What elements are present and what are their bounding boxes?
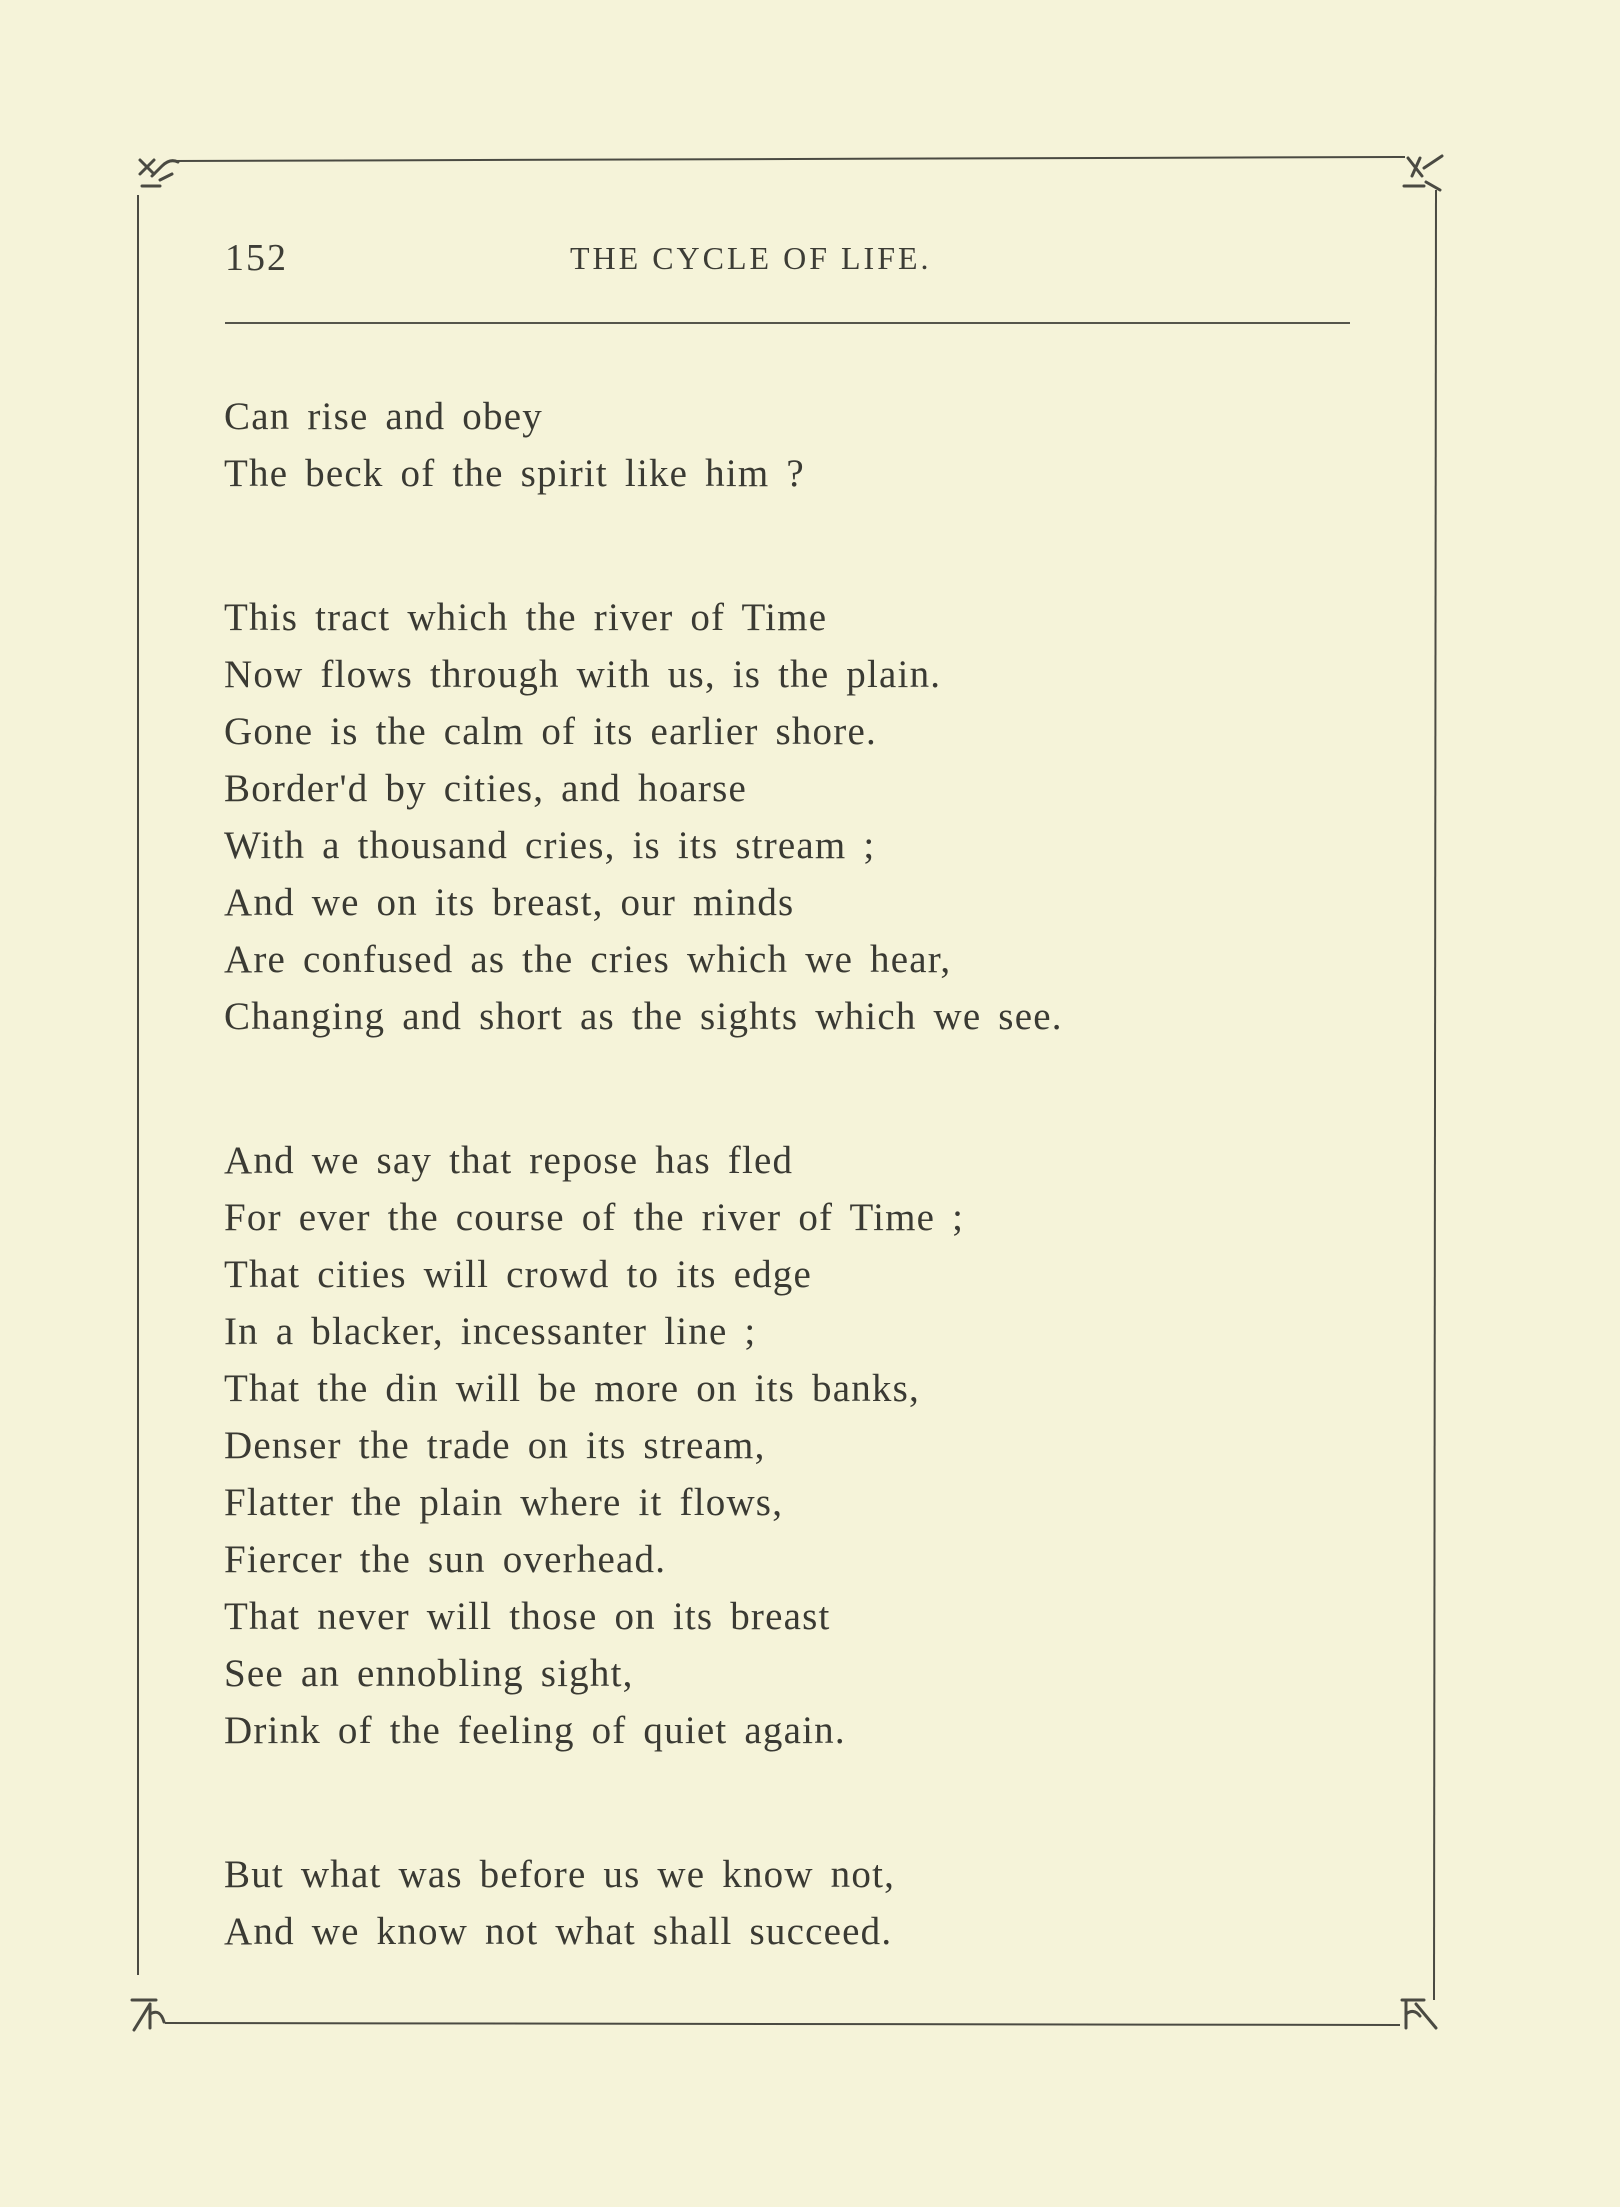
verse-line: Flatter the plain where it flows,	[224, 1481, 784, 1524]
page-number: 152	[225, 237, 288, 279]
corner-ornament-top-right	[1404, 156, 1442, 190]
verse-line: Now flows through with us, is the plain.	[224, 653, 942, 696]
verse-line: Can rise and obey	[224, 395, 543, 438]
stanza-3	[224, 1132, 1334, 1759]
verse-line: Fiercer the sun overhead.	[224, 1538, 667, 1581]
verse-line: With a thousand cries, is its stream ;	[224, 824, 876, 867]
right-border-line	[1434, 190, 1436, 2000]
corner-ornament-top-left	[140, 160, 178, 186]
corner-ornament-bottom-right	[1402, 2000, 1436, 2028]
verse-line: That the din will be more on its banks,	[224, 1367, 920, 1410]
stanza-4	[224, 1846, 1334, 1960]
verse-line: For ever the course of the river of Time ;	[224, 1196, 965, 1239]
verse-line: And we on its breast, our minds	[224, 881, 795, 924]
verse-line: And we know not what shall succeed.	[224, 1910, 893, 1953]
top-border-line	[170, 157, 1405, 161]
poem-body	[224, 388, 1334, 2047]
verse-line: That cities will crowd to its edge	[224, 1253, 813, 1296]
verse-line: The beck of the spirit like him ?	[224, 452, 805, 495]
stanza-2	[224, 589, 1334, 1045]
header-rule	[225, 322, 1350, 324]
corner-ornament-bottom-left	[132, 2000, 164, 2030]
verse-line: Changing and short as the sights which we see.	[224, 995, 1063, 1038]
verse-line: But what was before us we know not,	[224, 1853, 896, 1896]
verse-line: Border'd by cities, and hoarse	[224, 767, 747, 810]
verse-line: Are confused as the cries which we hear,	[224, 938, 952, 981]
running-header	[225, 236, 1350, 296]
verse-line: This tract which the river of Time	[224, 596, 828, 639]
verse-line: Gone is the calm of its earlier shore.	[224, 710, 877, 753]
stanza-1	[224, 388, 1334, 502]
running-title: THE CYCLE OF LIFE.	[570, 240, 932, 276]
verse-line: That never will those on its breast	[224, 1595, 831, 1638]
verse-line: In a blacker, incessanter line ;	[224, 1310, 757, 1353]
verse-line: See an ennobling sight,	[224, 1652, 634, 1695]
verse-line: Drink of the feeling of quiet again.	[224, 1709, 846, 1752]
verse-line: And we say that repose has fled	[224, 1139, 794, 1182]
verse-line: Denser the trade on its stream,	[224, 1424, 766, 1467]
